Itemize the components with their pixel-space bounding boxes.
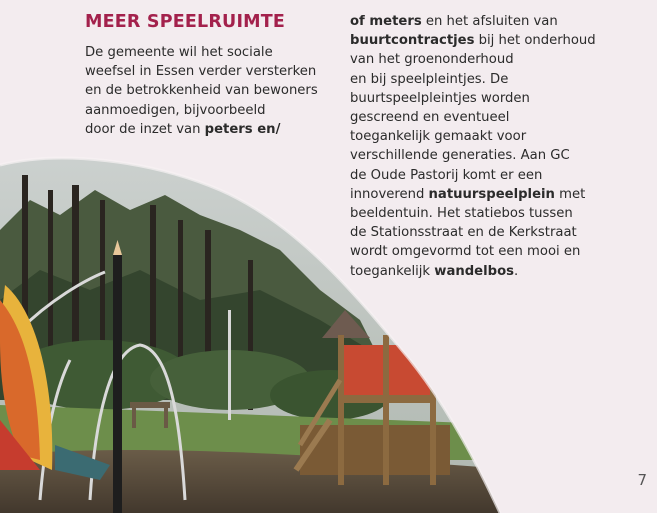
text-line: verschillende generaties. Aan GC [350,148,570,164]
text-line: de Oude Pastorij komt er een [350,167,543,183]
text-line: gescreend en eventueel [350,110,510,126]
text-line: wordt omgevormd tot een mooi en [350,244,581,260]
emphasis-peters: peters en/ [204,121,281,137]
text-segment: innoverend [350,186,429,202]
text-line: weefsel in Essen verder versterken [85,64,317,80]
text-line: en de betrokkenheid van bewoners [85,83,318,99]
text-line: en bij speelpleintjes. De [350,71,509,87]
text-segment: bij het onderhoud [474,33,596,49]
text-segment: en het afsluiten van [421,14,558,29]
text-line: door de inzet van [85,121,205,137]
text-line: beeldentuin. Het statiebos tussen [350,206,573,222]
emphasis-buurtcontractjes: buurtcontractjes [350,33,475,49]
text-line: van het groenonderhoud [350,52,514,68]
section-heading: MEER SPEELRUIMTE [85,12,286,32]
text-segment: met [554,186,586,202]
text-line: De gemeente wil het sociale [85,45,273,60]
text-segment: toegankelijk [350,263,435,279]
text-line: buurtspeelpleintjes worden [350,90,530,106]
text-line: toegankelijk gemaakt voor [350,129,527,145]
emphasis-meters: of meters [350,14,422,29]
emphasis-natuurspeelplein: natuurspeelplein [428,186,555,202]
text-line: aanmoedigen, bijvoorbeeld [85,102,266,118]
text-line: de Stationsstraat en de Kerkstraat [350,225,577,241]
intro-column [85,43,350,139]
emphasis-wandelbos: wandelbos [434,263,514,279]
text-segment: . [514,263,519,279]
page-number: 7 [637,471,647,489]
continuation-column [350,12,610,281]
